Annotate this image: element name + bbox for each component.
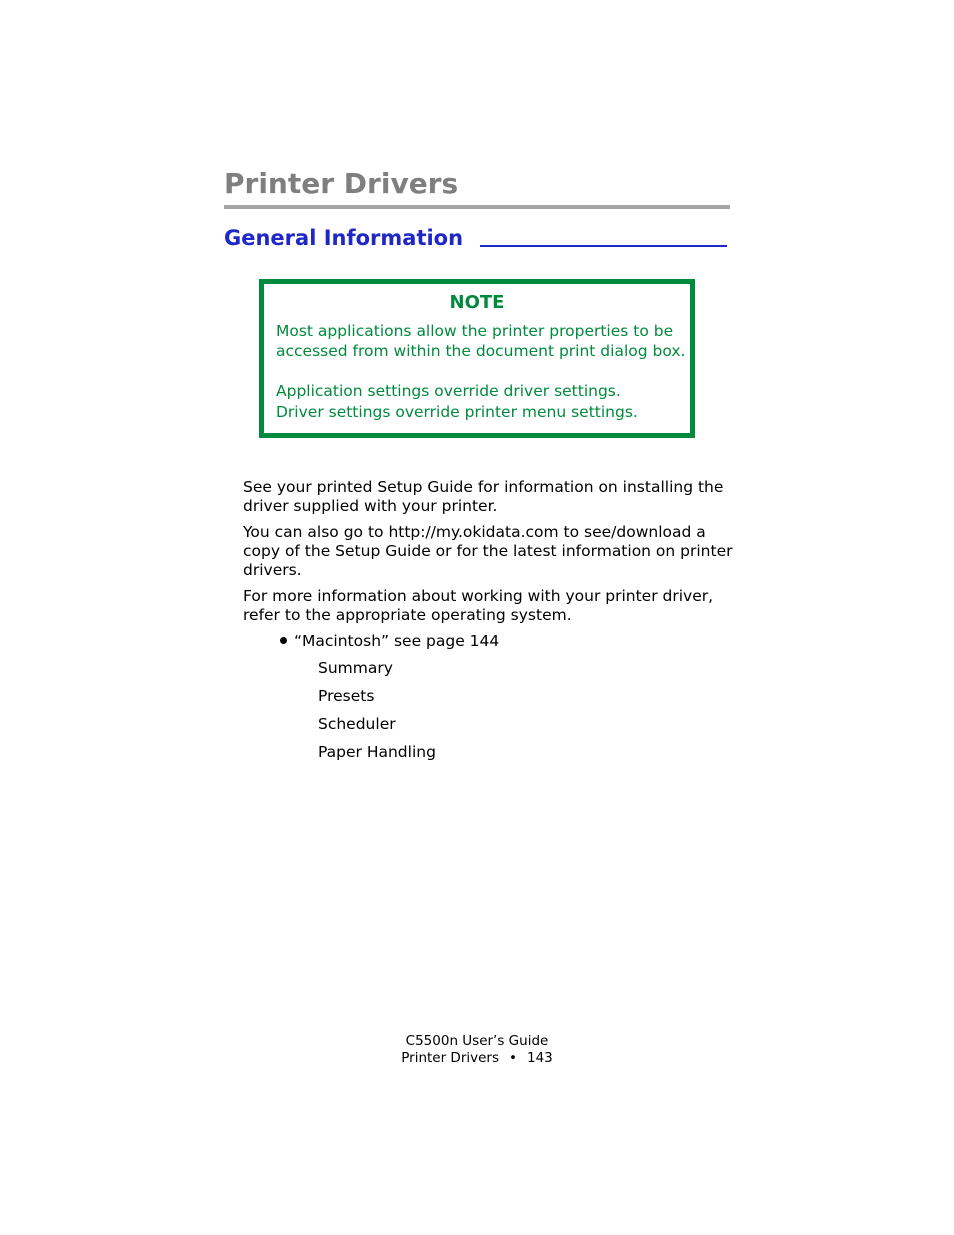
bullet-item-label: “Macintosh” see page 144 bbox=[294, 632, 500, 650]
body-paragraph: See your printed Setup Guide for information on installing the driver supplied with your printer. bbox=[243, 478, 724, 515]
footer-page-info bbox=[0, 1050, 954, 1067]
bullet-dot-icon bbox=[280, 637, 287, 644]
sub-item: Paper Handling bbox=[318, 743, 436, 761]
section-title-rule bbox=[480, 245, 727, 247]
note-heading: NOTE bbox=[449, 292, 505, 313]
section-title: General Information bbox=[224, 226, 464, 250]
chapter-title-rule bbox=[224, 205, 730, 209]
footer-chapter: Printer Drivers bbox=[401, 1050, 500, 1066]
chapter-title: Printer Drivers bbox=[224, 167, 459, 200]
sub-item: Summary bbox=[318, 659, 393, 677]
sub-item: Scheduler bbox=[318, 715, 396, 733]
footer-guide-title: C5500n User’s Guide bbox=[405, 1033, 549, 1049]
footer-separator: • bbox=[509, 1050, 517, 1066]
body-paragraph: For more information about working with your printer driver, refer to the appropriate operating system. bbox=[243, 587, 714, 624]
note-line: Application settings override driver settings. bbox=[276, 382, 621, 400]
footer-page-number: 143 bbox=[526, 1050, 553, 1066]
note-box bbox=[259, 279, 695, 438]
body-paragraph: You can also go to http://my.okidata.com to see/download a copy of the Setup Guide or for the latest information on printer drivers. bbox=[243, 523, 733, 579]
sub-item: Presets bbox=[318, 687, 375, 705]
bullet-item-macintosh[interactable] bbox=[280, 632, 499, 651]
note-line: Driver settings override printer menu settings. bbox=[276, 403, 638, 421]
note-line: Most applications allow the printer properties to be accessed from within the document print dialog box. bbox=[276, 322, 686, 360]
